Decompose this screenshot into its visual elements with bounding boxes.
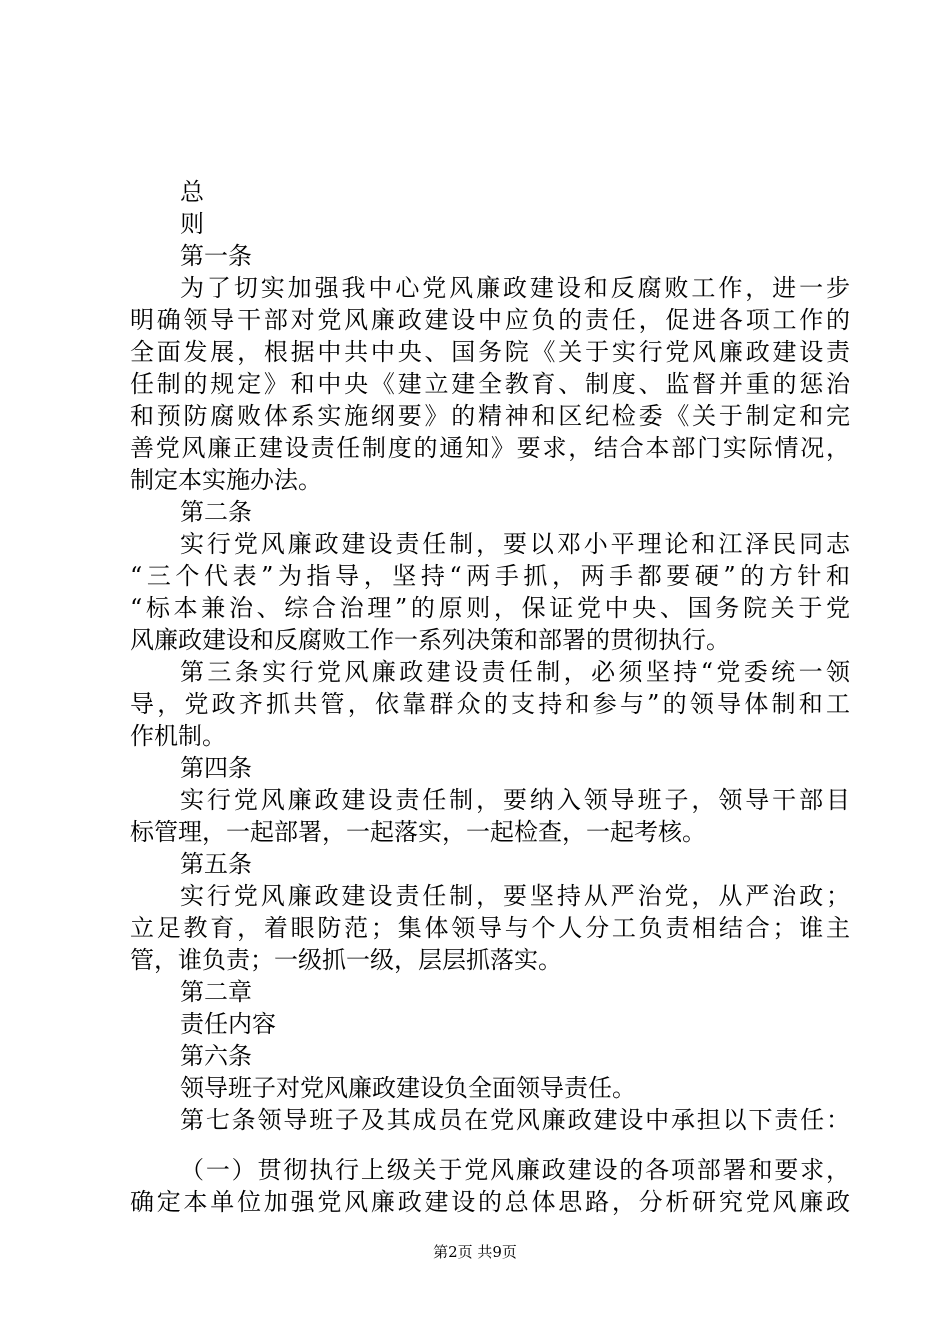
text-line-content: 第二条	[180, 498, 252, 526]
text-line-content: 全面发展，根据中共中央、国务院《关于实行党风廉政建设责	[130, 338, 850, 366]
text-line	[130, 400, 850, 432]
text-line-content: 责任内容	[180, 1010, 276, 1038]
text-line	[130, 784, 850, 816]
text-line-content: 第四条	[180, 754, 252, 782]
text-line-content: 明确领导干部对党风廉政建设中应负的责任，促进各项工作的	[130, 306, 850, 334]
text-line	[130, 464, 850, 496]
text-line	[130, 592, 850, 624]
text-line-content: 风廉政建设和反腐败工作一系列决策和部署的贯彻执行。	[130, 626, 730, 654]
text-line-content: 确定本单位加强党风廉政建设的总体思路，分析研究党风廉政	[130, 1188, 850, 1216]
text-line	[130, 336, 850, 368]
text-line-content: 导，党政齐抓共管，依靠群众的支持和参与”的领导体制和工	[130, 690, 850, 718]
text-line	[130, 848, 850, 880]
text-line	[130, 528, 850, 560]
text-line	[130, 1008, 850, 1040]
text-line	[130, 688, 850, 720]
text-line-content: 总	[180, 178, 204, 206]
text-line	[130, 752, 850, 784]
text-line-content: 任制的规定》和中央《建立建全教育、制度、监督并重的惩治	[130, 370, 850, 398]
text-line	[130, 1154, 850, 1186]
text-line	[130, 816, 850, 848]
text-line-content: 实行党风廉政建设责任制，要坚持从严治党，从严治政；	[180, 882, 850, 910]
text-line-content: （一）贯彻执行上级关于党风廉政建设的各项部署和要求，	[180, 1156, 850, 1184]
text-line-content: 第二章	[180, 978, 252, 1006]
text-line	[130, 624, 850, 656]
text-line	[130, 560, 850, 592]
text-line-content: 立足教育，着眼防范；集体领导与个人分工负责相结合；谁主	[130, 914, 850, 942]
text-line-content: 作机制。	[130, 722, 226, 750]
text-line	[130, 720, 850, 752]
text-line-content: 第五条	[180, 850, 252, 878]
text-line	[130, 912, 850, 944]
document-body	[130, 176, 850, 1218]
text-line-content: 和预防腐败体系实施纲要》的精神和区纪检委《关于制定和完	[130, 402, 850, 430]
text-line	[130, 1104, 850, 1136]
text-line	[130, 1072, 850, 1104]
text-line-content: 管，谁负责；一级抓一级，层层抓落实。	[130, 946, 562, 974]
text-line-content: 为了切实加强我中心党风廉政建设和反腐败工作，进一步	[180, 274, 850, 302]
text-line-content: 制定本实施办法。	[130, 466, 322, 494]
text-line-content: “三个代表”为指导，坚持“两手抓，两手都要硬”的方针和	[130, 562, 850, 590]
text-line-content: 实行党风廉政建设责任制，要以邓小平理论和江泽民同志	[180, 530, 850, 558]
text-line	[130, 240, 850, 272]
text-line	[130, 944, 850, 976]
text-line	[130, 208, 850, 240]
text-line	[130, 1040, 850, 1072]
text-line-content: 第六条	[180, 1042, 252, 1070]
text-line	[130, 880, 850, 912]
page-footer: 第2页 共9页	[433, 1243, 517, 1261]
text-line	[130, 976, 850, 1008]
text-line	[130, 304, 850, 336]
text-line-content: 第一条	[180, 242, 252, 270]
text-line	[130, 432, 850, 464]
text-line-content: 第七条领导班子及其成员在党风廉政建设中承担以下责任：	[180, 1106, 850, 1134]
text-line-content: “标本兼治、综合治理”的原则，保证党中央、国务院关于党	[130, 594, 850, 622]
paragraph-gap	[130, 1136, 850, 1154]
text-line	[130, 368, 850, 400]
text-line-content: 领导班子对党风廉政建设负全面领导责任。	[180, 1074, 636, 1102]
text-line	[130, 656, 850, 688]
text-line-content: 则	[180, 210, 204, 238]
text-line	[130, 272, 850, 304]
text-line-content: 实行党风廉政建设责任制，要纳入领导班子，领导干部目	[180, 786, 850, 814]
text-line-content: 第三条实行党风廉政建设责任制，必须坚持“党委统一领	[180, 658, 850, 686]
text-line	[130, 1186, 850, 1218]
text-line	[130, 176, 850, 208]
text-line	[130, 496, 850, 528]
text-line-content: 标管理，一起部署，一起落实，一起检查，一起考核。	[130, 818, 706, 846]
text-line-content: 善党风廉正建设责任制度的通知》要求，结合本部门实际情况，	[130, 434, 850, 462]
